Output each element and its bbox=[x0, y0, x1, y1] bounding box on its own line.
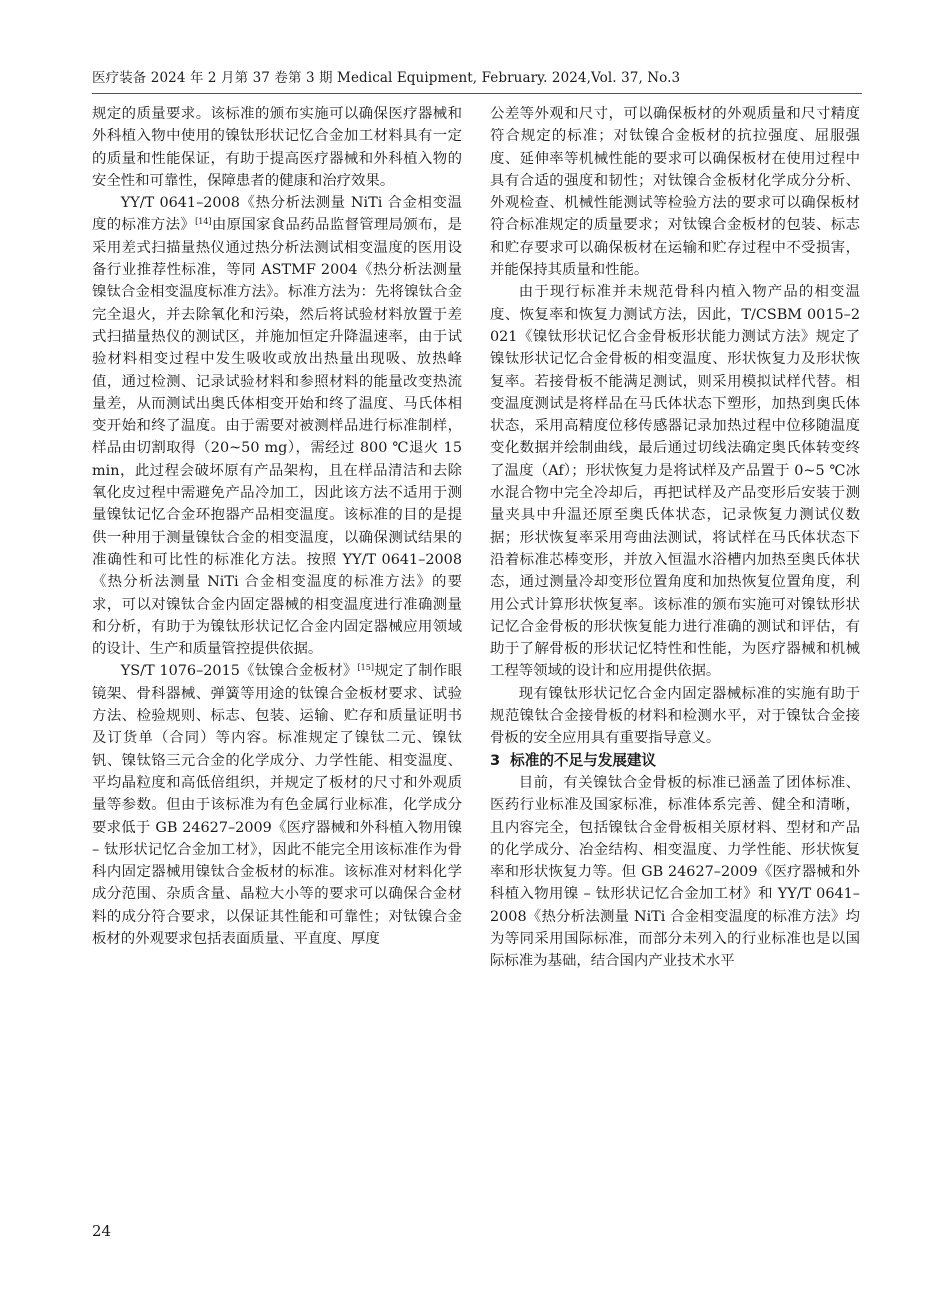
page-number: 24 bbox=[92, 1222, 112, 1240]
paragraph: 现有镍钛形状记忆合金内固定器械标准的实施有助于规范镍钛合金接骨板的材料和检测水平，对于镍钛合金接骨板的安全应用具有重要指导意义。 bbox=[490, 685, 860, 747]
citation-ref: [15] bbox=[357, 663, 374, 673]
paragraph bbox=[92, 660, 462, 950]
right-column bbox=[490, 103, 860, 1213]
paragraph: 公差等外观和尺寸，可以确保板材的外观质量和尺寸精度符合规定的标准；对钛镍合金板材的抗拉强度、屈服强度、延伸率等机械性能的要求可以确保板材在使用过程中具有合适的强度和韧性；对钛镍合金板材化学成分分析、外观检查、机械性能测试等检验方法的要求可以确保板材符合标准规定的质量要求；对钛镍合金板材的包装、标志和贮存要求可以确保板材在运输和贮存过程中不受损害，并能保持其质量和性能。 bbox=[490, 106, 860, 279]
paragraph: 由于现行标准并未规范骨科内植入物产品的相变温度、恢复率和恢复力测试方法，因此，T/CSBM 0015–2021《镍钛形状记忆合金骨板形状能力测试方法》规定了镍钛形状记忆合金骨板的相变温度、形状恢复力及形状恢复率。若接骨板不能满足测试，则采用模拟试样代替。相变温度测试是将样品在马氏体状态下塑形，加热到奥氏体状态，采用高精度位移传感器记录加热过程中位移随温度变化数据并绘制曲线，最后通过切线法确定奥氏体转变终了温度（Af）；形状恢复力是将试样及产品置于 0~5 ℃冰水混合物中完全冷却后，再把试样及产品变形后安装于测量夹具中升温还原至奥氏体状态，记录恢复力测试仪数据；形状恢复率采用弯曲法测试，将试样在马氏体状态下沿着标准芯棒变形，并放入恒温水浴槽内加热至奥氏体状态，通过测量冷却变形位置角度和加热恢复位置角度，利用公式计算形状恢复率。该标准的颁布实施可对镍钛形状记忆合金骨板的形状恢复能力进行准确的测试和评估，有助于了解骨板的形状记忆特性和性能，为医疗器械和机械工程等领域的设计和应用提供依据。 bbox=[490, 284, 860, 680]
paragraph-text: 规定了制作眼镜架、骨科器械、弹簧等用途的钛镍合金板材要求、试验方法、检验规则、标志、包装、运输、贮存和质量证明书及订货单（合同）等内容。标准规定了镍钛二元、镍钛钒、镍钛铬三元合金的化学成分、力学性能、相变温度、平均晶粒度和高低倍组织，并规定了板材的尺寸和外观质量等参数。但由于该标准为有色金属行业标准，化学成分要求低于 GB 24627–2009《医疗器械和外科植入物用镍 – 钛形状记忆合金加工材》，因此不能完全用该标准作为骨科内固定器械用镍钛合金板材的标准。该标准对材料化学成分范围、杂质含量、晶粒大小等的要求可以确保合金材料的成分符合要求，以保证其性能和可靠性；对钛镍合金板材的外观要求包括表面质量、平直度、厚度 bbox=[92, 663, 462, 947]
section-number: 3 bbox=[490, 751, 501, 769]
header-divider bbox=[92, 93, 862, 94]
paragraph-text: YS/T 1076–2015《钛镍合金板材》 bbox=[120, 663, 358, 680]
citation-ref: [14] bbox=[195, 217, 212, 227]
paragraph bbox=[92, 192, 462, 660]
paragraph: 目前，有关镍钛合金骨板的标准已涵盖了团体标准、医药行业标准及国家标准，标准体系完善、健全和清晰，且内容完全，包括镍钛合金骨板相关原材料、型材和产品的化学成分、冶金结构、相变温度、力学性能、形状恢复率和形状恢复力等。但 GB 24627–2009《医疗器械和外科植入物用镍 – 钛形状记忆合金加工材》和 YY/T 0641–2008《热分析法测量 NiTi 合金相变温度的标准方法》均为等同采用国际标准，而部分未列入的行业标准也是以国际标准为基础，结合国内产业技术水平 bbox=[490, 774, 860, 970]
left-column bbox=[92, 103, 462, 1213]
section-heading bbox=[490, 750, 860, 772]
paragraph-text: 由原国家食品药品监督管理局颁布，是采用差式扫描量热仪通过热分析法测试相变温度的医用设备行业推荐性标准，等同 ASTMF 2004《热分析法测量镍钛合金相变温度标准方法》。标准方法为：先将镍钛合金完全退火，并去除氧化和污染，然后将试验材料放置于差式扫描量热仪的测试区，并施加恒定升降温速率，由于试验材料相变过程中发生吸收或放出热量出现吸、放热峰值，通过检测、记录试验材料和参照材料的能量改变热流量差，从而测试出奥氏体相变开始和终了温度、马氏体相变开始和终了温度。由于需要对被测样品进行标准制样，样品由切割取得（20~50 mg），需经过 800 ℃退火 15 min，此过程会破坏原有产品架构，且在样品清洁和去除氧化皮过程中需避免产品冷加工，因此该方法不适用于测量镍钛记忆合金环抱器产品相变温度。该标准的目的是提供一种用于测量镍钛合金的相变温度，以确保测试结果的准确性和可比性的标准化方法。按照 YY/T 0641–2008《热分析法测量 NiTi 合金相变温度的标准方法》的要求，可以对镍钛合金内固定器械的相变温度进行准确测量和分析，有助于为镍钛形状记忆合金内固定器械应用领域的设计、生产和质量管控提供依据。 bbox=[92, 217, 462, 658]
section-title: 标准的不足与发展建议 bbox=[510, 751, 657, 769]
running-header: 医疗装备 2024 年 2 月第 37 卷第 3 期 Medical Equipment, February. 2024,Vol. 37, No.3 bbox=[92, 70, 681, 86]
paragraph: 规定的质量要求。该标准的颁布实施可以确保医疗器械和外科植入物中使用的镍钛形状记忆合金加工材料具有一定的质量和性能保证，有助于提高医疗器械和外科植入物的安全性和可靠性，保障患者的健康和治疗效果。 bbox=[92, 106, 462, 189]
paragraph-text: YY/T 0641–2008《热分析法测量 NiTi 合金相变温度的标准方法》 bbox=[92, 195, 462, 234]
